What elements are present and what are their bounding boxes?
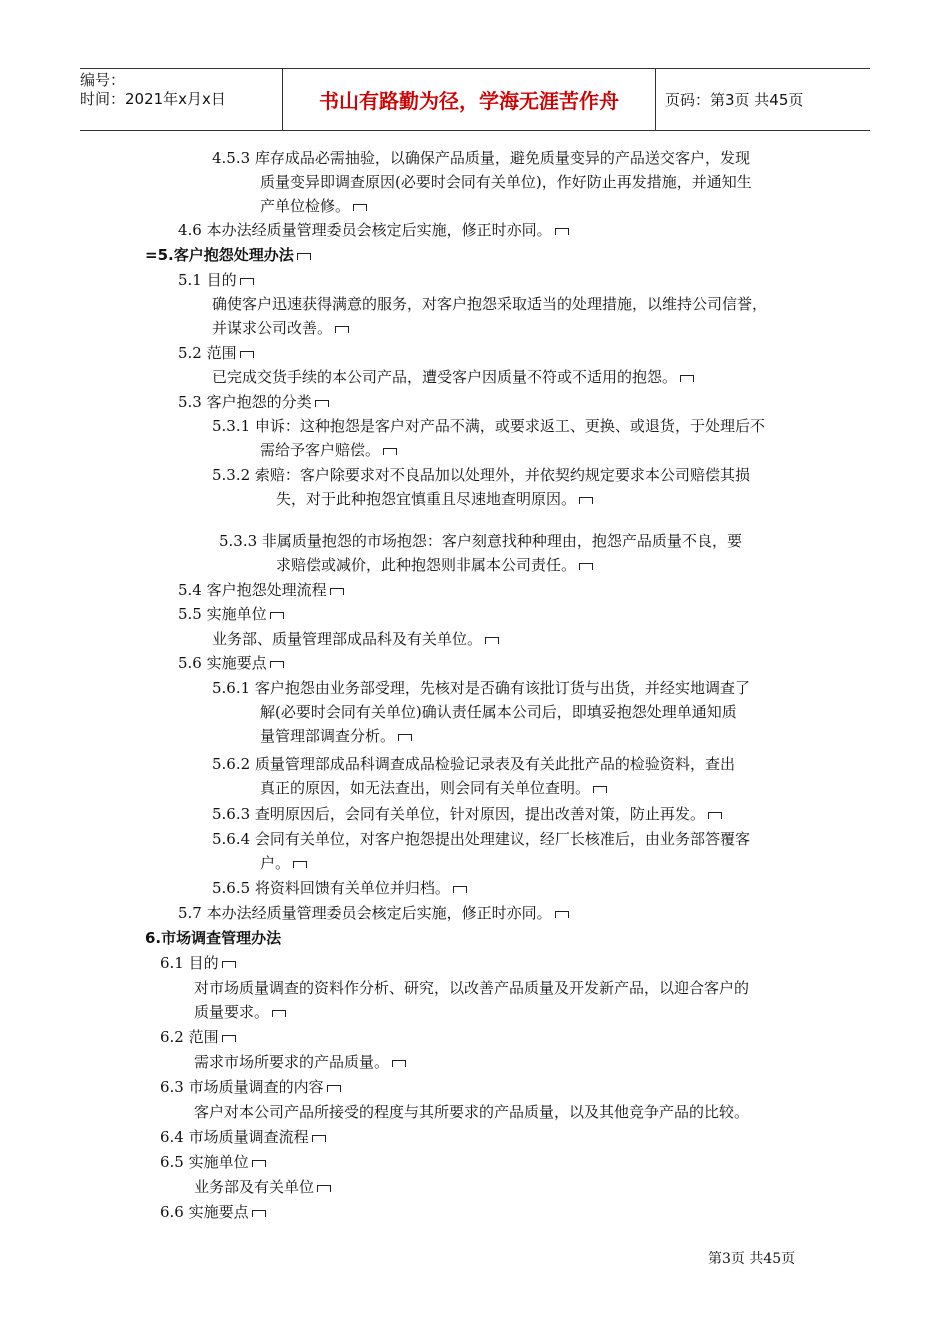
paragraph-mark-icon	[297, 253, 311, 260]
text-line: 并谋求公司改善。	[212, 316, 349, 340]
text-line: 已完成交货手续的本公司产品，遭受客户因质量不符或不适用的抱怨。	[212, 365, 694, 389]
text-line: 5.5 实施单位	[178, 602, 284, 626]
paragraph-mark-icon	[593, 786, 607, 793]
header-meta	[80, 69, 282, 132]
paragraph-mark-icon	[579, 563, 593, 570]
paragraph-mark-icon	[398, 734, 412, 741]
text-line: 4.5.3 库存成品必需抽验，以确保产品质量，避免质量变异的产品送交客户，发现	[212, 149, 750, 167]
text-line: 5.7 本办法经质量管理委员会核定后实施，修正时亦同。	[178, 901, 569, 925]
text-line: 6.3 市场质量调查的内容	[160, 1075, 341, 1099]
text-line: 5.1 目的	[178, 268, 254, 292]
text-line: 5.3.3 非属质量抱怨的市场抱怨：客户刻意找种种理由，抱怨产品质量不良，要	[219, 532, 742, 550]
section-heading: 6.市场调查管理办法	[145, 929, 282, 947]
text-line: 5.3.1 申诉：这种抱怨是客户对产品不满，或要求返工、更换、或退货，于处理后不	[212, 417, 765, 435]
page-header	[80, 68, 870, 131]
text-line: 6.5 实施单位	[160, 1150, 266, 1174]
text-line: 6.4 市场质量调查流程	[160, 1125, 326, 1149]
text-line: 客户对本公司产品所接受的程度与其所要求的产品质量，以及其他竞争产品的比较。	[194, 1103, 750, 1121]
text-line: 5.3 客户抱怨的分类	[178, 390, 329, 414]
paragraph-mark-icon	[272, 1010, 286, 1017]
text-line: 5.2 范围	[178, 341, 254, 365]
text-line: 6.6 实施要点	[160, 1200, 266, 1224]
paragraph-mark-icon	[327, 1085, 341, 1092]
text-line: 真正的原因，如无法查出，则会同有关单位查明。	[260, 776, 607, 800]
text-line: 5.6.5 将资料回馈有关单位并归档。	[212, 876, 467, 900]
text-line: 量管理部调查分析。	[260, 724, 412, 748]
paragraph-mark-icon	[240, 278, 254, 285]
paragraph-mark-icon	[293, 861, 307, 868]
paragraph-mark-icon	[485, 637, 499, 644]
paragraph-mark-icon	[330, 588, 344, 595]
text-line: 产单位检修。	[260, 194, 367, 218]
paragraph-mark-icon	[453, 886, 467, 893]
paragraph-mark-icon	[252, 1210, 266, 1217]
paragraph-mark-icon	[240, 351, 254, 358]
paragraph-mark-icon	[680, 375, 694, 382]
document-number-label: 编号：	[80, 71, 126, 89]
text-line: 5.4 客户抱怨处理流程	[178, 578, 344, 602]
paragraph-mark-icon	[383, 448, 397, 455]
text-line: 业务部及有关单位	[194, 1175, 331, 1199]
paragraph-mark-icon	[555, 228, 569, 235]
text-line: 需求市场所要求的产品质量。	[194, 1050, 406, 1074]
header-page-label: 页码：第3页 共45页	[665, 91, 804, 109]
paragraph-mark-icon	[353, 204, 367, 211]
paragraph-mark-icon	[317, 1185, 331, 1192]
text-line: 户。	[260, 851, 307, 875]
paragraph-mark-icon	[555, 911, 569, 918]
paragraph-mark-icon	[222, 1035, 236, 1042]
text-line: 5.6.4 会同有关单位，对客户抱怨提出处理建议，经厂长核准后，由业务部答覆客	[212, 830, 750, 848]
paragraph-mark-icon	[312, 1135, 326, 1142]
text-line: 4.6 本办法经质量管理委员会核定后实施，修正时亦同。	[178, 218, 569, 242]
text-line: 求赔偿或减价，此种抱怨则非属本公司责任。	[276, 553, 593, 577]
page-footer: 第3页 共45页	[708, 1251, 796, 1267]
text-line: 解(必要时会同有关单位)确认责任属本公司后，即填妥抱怨处理单通知质	[260, 703, 737, 721]
paragraph-mark-icon	[270, 612, 284, 619]
text-line: 业务部、质量管理部成品科及有关单位。	[212, 627, 499, 651]
paragraph-mark-icon	[708, 812, 722, 819]
text-line: 质量变异即调查原因(必要时会同有关单位)，作好防止再发措施，并通知生	[260, 173, 752, 191]
paragraph-mark-icon	[222, 961, 236, 968]
text-line: 5.6.3 查明原因后，会同有关单位，针对原因，提出改善对策，防止再发。	[212, 802, 722, 826]
text-line: 5.6 实施要点	[178, 651, 284, 675]
text-line: 失，对于此种抱怨宜慎重且尽速地查明原因。	[276, 487, 593, 511]
text-line: 6.1 目的	[160, 951, 236, 975]
paragraph-mark-icon	[315, 400, 329, 407]
paragraph-mark-icon	[392, 1060, 406, 1067]
text-line: 5.6.2 质量管理部成品科调查成品检验记录表及有关此批产品的检验资料，查出	[212, 755, 735, 773]
text-line: 6.2 范围	[160, 1025, 236, 1049]
text-line: 对市场质量调查的资料作分析、研究，以改善产品质量及开发新产品，以迎合客户的	[194, 979, 750, 997]
text-line: 确使客户迅速获得满意的服务，对客户抱怨采取适当的处理措施，以维持公司信誉，	[212, 295, 768, 313]
paragraph-mark-icon	[335, 326, 349, 333]
paragraph-mark-icon	[270, 661, 284, 668]
text-line: 需给予客户赔偿。	[260, 438, 397, 462]
paragraph-mark-icon	[252, 1160, 266, 1167]
text-line: 5.6.1 客户抱怨由业务部受理，先核对是否确有该批订货与出货，并经实地调查了	[212, 679, 750, 697]
section-heading: =5.客户抱怨处理办法	[145, 243, 311, 267]
text-line: 质量要求。	[194, 1000, 286, 1024]
header-motto: 书山有路勤为径，学海无涯苦作舟	[282, 69, 656, 130]
paragraph-mark-icon	[579, 497, 593, 504]
document-time-label: 时间：2021年x月x日	[80, 90, 226, 108]
text-line: 5.3.2 索赔：客户除要求对不良品加以处理外，并依契约规定要求本公司赔偿其损	[212, 466, 750, 484]
